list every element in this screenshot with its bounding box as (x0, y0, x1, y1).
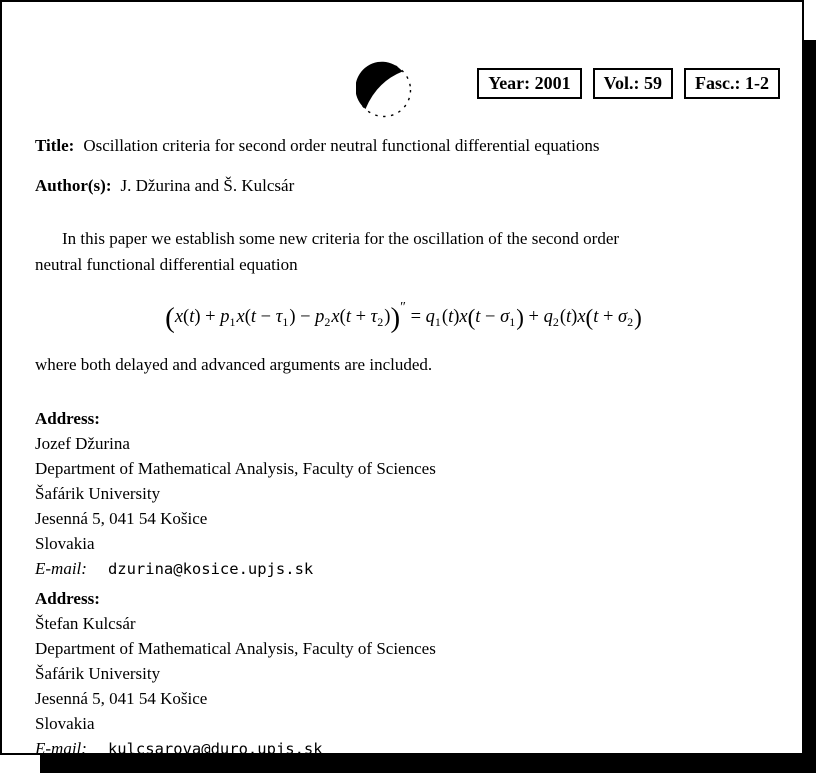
abstract-paragraph (35, 226, 772, 278)
authors-line (35, 173, 772, 198)
fascicle-box: Fasc.: 1-2 (684, 68, 780, 99)
address-country: Slovakia (35, 534, 95, 553)
address-university: Šafárik University (35, 484, 161, 503)
header (2, 60, 780, 122)
address-label: Address: (35, 589, 100, 608)
crescent-moon-icon (356, 60, 413, 120)
email-line (35, 556, 772, 582)
address-name: Jozef Džurina (35, 434, 130, 453)
address-block-2 (35, 586, 772, 762)
content (35, 133, 772, 762)
email-label: E-mail: (35, 739, 87, 758)
volume-box: Vol.: 59 (593, 68, 673, 99)
address-university: Šafárik University (35, 664, 161, 683)
email-label: E-mail: (35, 559, 87, 578)
formula: $(x(t) + p_1x(t - \tau_1) - p_2x(t + \tau_2))'' = q_1(t)x(t - \sigma_1) + q_2(t)x(t + \sigma_2)$ (165, 300, 642, 334)
address-country: Slovakia (35, 714, 95, 733)
address-street: Jesenná 5, 041 54 Košice (35, 509, 208, 528)
address-department: Department of Mathematical Analysis, Faculty of Sciences (35, 459, 436, 478)
address-block-1 (35, 406, 772, 582)
address-street: Jesenná 5, 041 54 Košice (35, 689, 208, 708)
email-address: dzurina@kosice.upjs.sk (107, 560, 314, 578)
abstract-line-1: In this paper we establish some new criteria for the oscillation of the second order (62, 229, 620, 248)
address-name: Štefan Kulcsár (35, 614, 136, 633)
title-line (35, 133, 772, 158)
email-address: kulcsarova@duro.upjs.sk (107, 740, 323, 758)
address-label: Address: (35, 409, 100, 428)
address-department: Department of Mathematical Analysis, Faculty of Sciences (35, 639, 436, 658)
authors-label: Author(s): (35, 176, 112, 195)
email-line (35, 736, 772, 762)
abstract-line-2: neutral functional differential equation (35, 255, 298, 274)
abstract-outro: where both delayed and advanced arguments are included. (35, 355, 433, 374)
year-box: Year: 2001 (477, 68, 581, 99)
paper-authors: J. Džurina and Š. Kulcsár (120, 176, 295, 195)
paper-title: Oscillation criteria for second order neutral functional differential equations (83, 136, 600, 155)
journal-logo (356, 60, 413, 120)
title-label: Title: (35, 136, 75, 155)
